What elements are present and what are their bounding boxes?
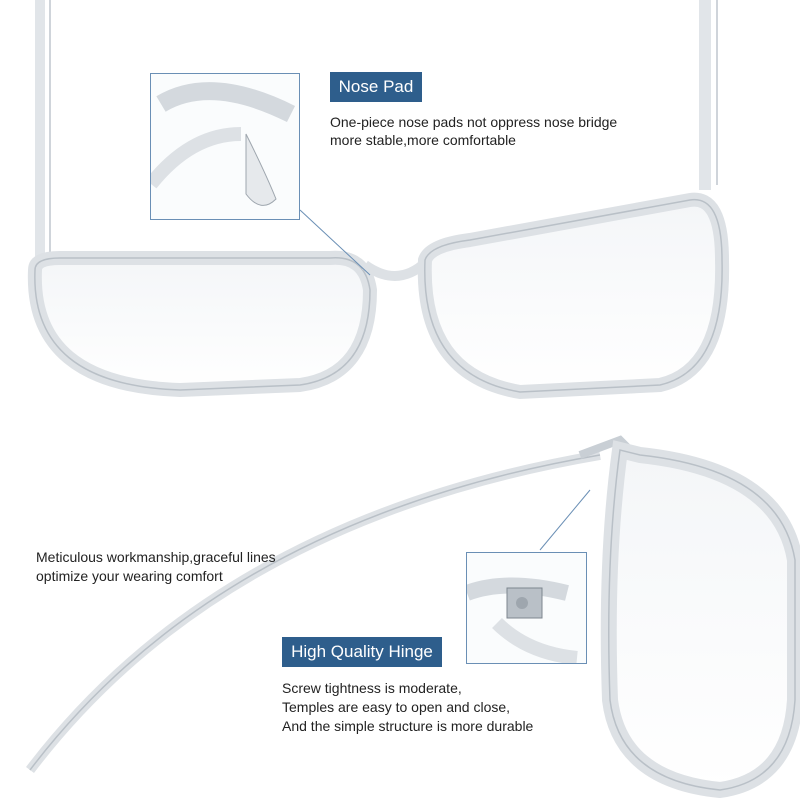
nose-pad-description-line1: One-piece nose pads not oppress nose bridge xyxy=(330,114,618,130)
hinge-closeup xyxy=(466,552,587,664)
hinge-description-line1: Screw tightness is moderate, xyxy=(282,680,462,696)
nose-pad-closeup-image xyxy=(151,74,299,219)
hinge-title: High Quality Hinge xyxy=(282,637,442,667)
hinge-description-line2: Temples are easy to open and close, xyxy=(282,699,511,715)
nose-pad-title: Nose Pad xyxy=(330,72,422,102)
workmanship-line1: Meticulous workmanship,graceful lines xyxy=(36,549,276,565)
top-glasses xyxy=(35,0,722,392)
hinge-description-line3: And the simple structure is more durable xyxy=(282,718,534,734)
nose-pad-closeup xyxy=(150,73,300,220)
nose-pad-description-line2: more stable,more comfortable xyxy=(330,132,516,148)
hinge-closeup-image xyxy=(467,553,586,663)
workmanship-line2: optimize your wearing comfort xyxy=(36,568,223,584)
bottom-glasses xyxy=(30,440,795,790)
